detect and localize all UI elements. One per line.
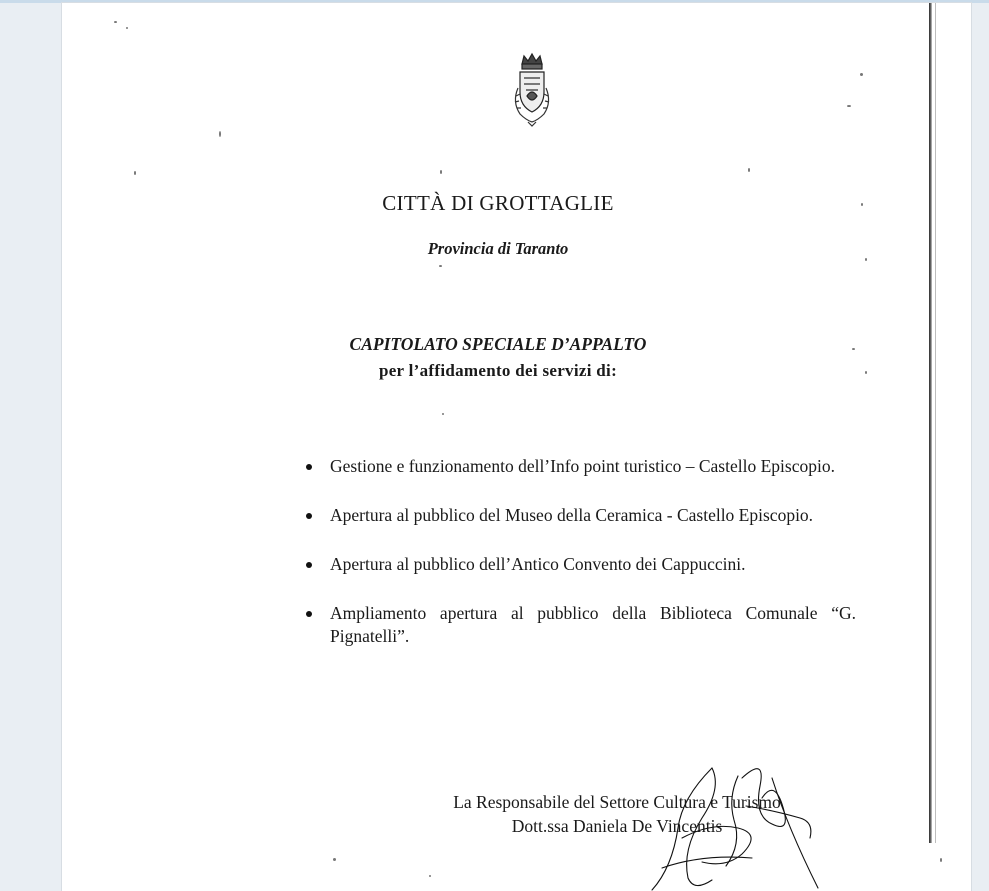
scan-speck — [442, 413, 444, 415]
scan-speck — [940, 858, 942, 862]
handwritten-signature-icon — [642, 758, 862, 891]
signatory-name: Dott.ssa Daniela De Vincentis — [511, 816, 723, 836]
document-page — [62, 3, 971, 891]
document-heading: CAPITOLATO SPECIALE D’APPALTO — [349, 334, 647, 354]
signatory-role: La Responsabile del Settore Cultura e Turismo — [453, 792, 781, 812]
scan-speck — [847, 105, 851, 107]
service-text: Ampliamento apertura al pubblico della Biblioteca Comunale “G. Pignatelli”. — [330, 603, 856, 646]
scan-speck — [219, 131, 221, 137]
scan-speck — [440, 170, 442, 174]
scan-speck — [126, 27, 128, 29]
list-item — [330, 504, 856, 527]
service-text: Gestione e funzionamento dell’Info point turistico – Castello Episcopio. — [330, 456, 835, 476]
scan-speck — [134, 171, 136, 175]
scan-speck — [860, 73, 863, 76]
bullet-icon — [306, 562, 312, 568]
scan-speck — [748, 168, 750, 172]
scan-speck — [439, 265, 442, 267]
service-text: Apertura al pubblico del Museo della Ceramica - Castello Episcopio. — [330, 505, 814, 525]
list-item — [330, 455, 856, 478]
services-list — [330, 455, 856, 674]
scan-edge-line — [935, 3, 936, 843]
scan-speck — [114, 21, 117, 23]
service-text: Apertura al pubblico dell’Antico Convento dei Cappuccini. — [330, 554, 746, 574]
list-item — [330, 553, 856, 576]
page-subtitle: Provincia di Taranto — [427, 239, 569, 258]
bullet-icon — [306, 464, 312, 470]
municipal-crest-icon — [510, 52, 554, 128]
bullet-icon — [306, 611, 312, 617]
scan-speck — [429, 875, 431, 877]
bullet-icon — [306, 513, 312, 519]
document-subheading: per l’affidamento dei servizi di: — [378, 361, 618, 380]
scan-speck — [333, 858, 336, 861]
scan-edge-shadow — [929, 3, 932, 843]
page-title: CITTÀ DI GROTTAGLIE — [382, 191, 614, 215]
list-item — [330, 602, 856, 648]
